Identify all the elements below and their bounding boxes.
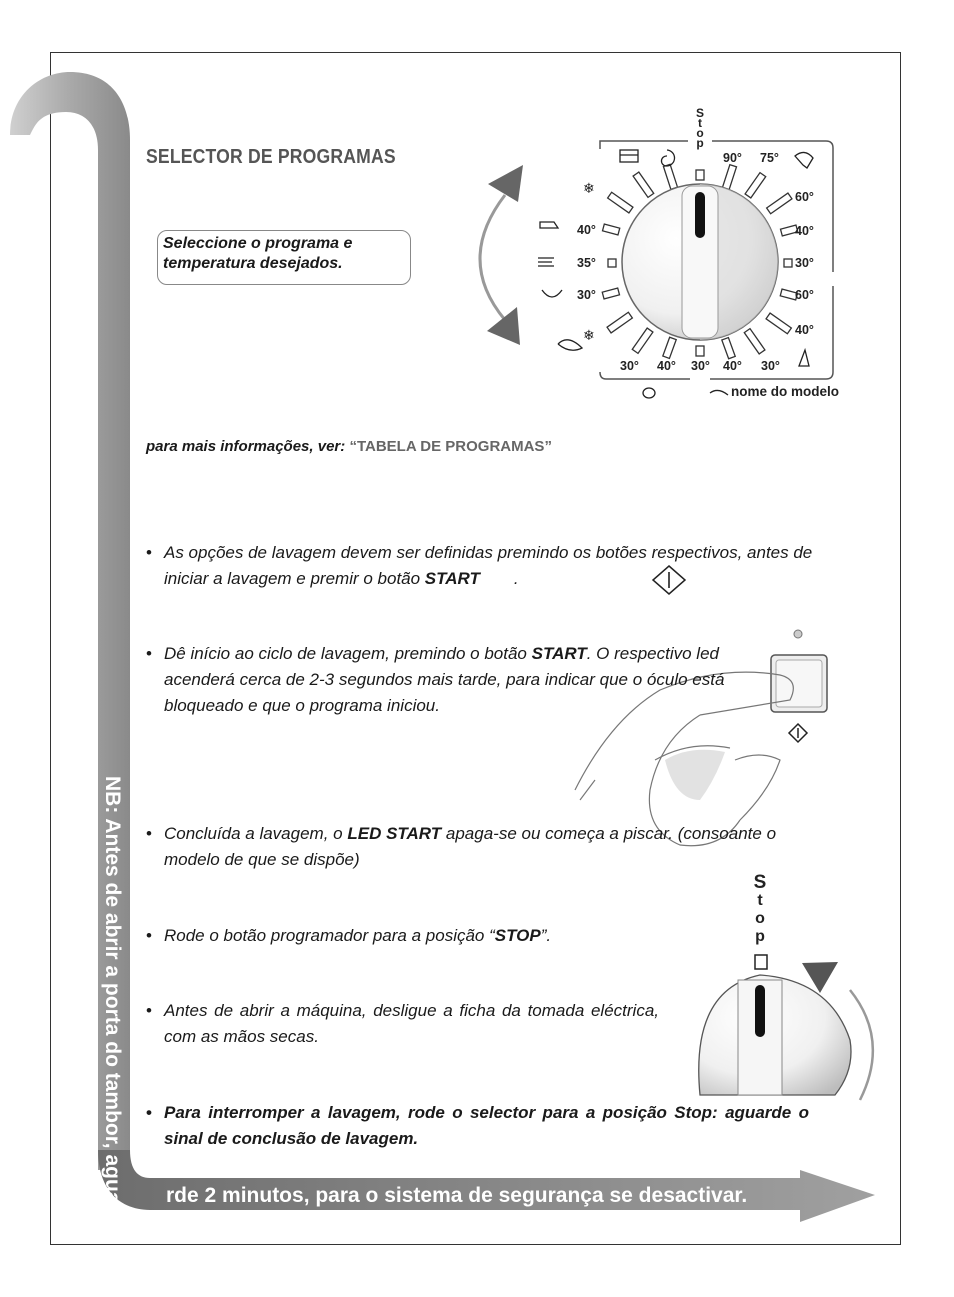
dial-temp-label: 60° — [795, 190, 814, 204]
dial-temp-label: 30° — [691, 359, 710, 373]
stop-knob-label: S t o p — [753, 872, 767, 945]
section-title: SELECTOR DE PROGRAMAS — [146, 146, 396, 168]
dial-temp-label: 90° — [723, 151, 742, 165]
bullet-unplug: • Antes de abrir a máquina, desligue a ficha da tomada eléctrica, com as mãos secas. — [146, 1001, 659, 1046]
dial-temp-label: 30° — [620, 359, 639, 373]
bullet-led: • Concluída a lavagem, o LED START apaga-se ou começa a piscar. (consoante o modelo de que se dispõe) — [146, 824, 777, 869]
vertical-note: NB: Antes de abrir a porta do tambor, agua — [101, 776, 124, 1204]
stop-knob-illustration — [699, 955, 873, 1100]
model-note: nome do modelo — [731, 384, 839, 399]
bullet-start: • Dê início ao ciclo de lavagem, premindo o botão START. O respectivo led acenderá cerca de 2-3 segundos mais tarde, para indicar que o óculo está bloqueado e que o programa iniciou. — [146, 644, 725, 715]
bottom-note: rde 2 minutos, para o sistema de segurança se desactivar. — [166, 1184, 748, 1207]
dial-temp-label: 40° — [795, 224, 814, 238]
dial-temp-label: 30° — [577, 288, 596, 302]
dial-temp-label: 35° — [577, 256, 596, 270]
svg-text:❄: ❄ — [583, 328, 595, 344]
more-info-reference: “TABELA DE PROGRAMAS” — [349, 438, 552, 455]
more-info-lead: para mais informações, ver: — [146, 438, 346, 455]
dial-temp-label: 40° — [723, 359, 742, 373]
dial-temp-label: 60° — [795, 288, 814, 302]
dial-temp-label: 30° — [795, 256, 814, 270]
dial-temp-label: 40° — [657, 359, 676, 373]
bullet-interrupt: • Para interromper a lavagem, rode o selector para a posição Stop: aguarde o sinal de conclusão de lavagem. — [146, 1103, 809, 1148]
dial-temp-label: 30° — [761, 359, 780, 373]
svg-text:❄: ❄ — [583, 181, 595, 197]
dial-temp-label: 40° — [795, 323, 814, 337]
bullet-options: • As opções de lavagem devem ser definidas premindo os botões respectivos, antes de iniciar a lavagem e premir o botão START . — [146, 543, 813, 588]
more-info-line — [146, 438, 552, 455]
dial-stop-label: S t o p — [695, 106, 704, 150]
dial-temp-label: 75° — [760, 151, 779, 165]
dial-temp-label: 40° — [577, 223, 596, 237]
callout-text: Seleccione o programa e temperatura desejados. — [163, 235, 353, 272]
bullet-rotate: • Rode o botão programador para a posição “STOP”. — [146, 926, 552, 945]
